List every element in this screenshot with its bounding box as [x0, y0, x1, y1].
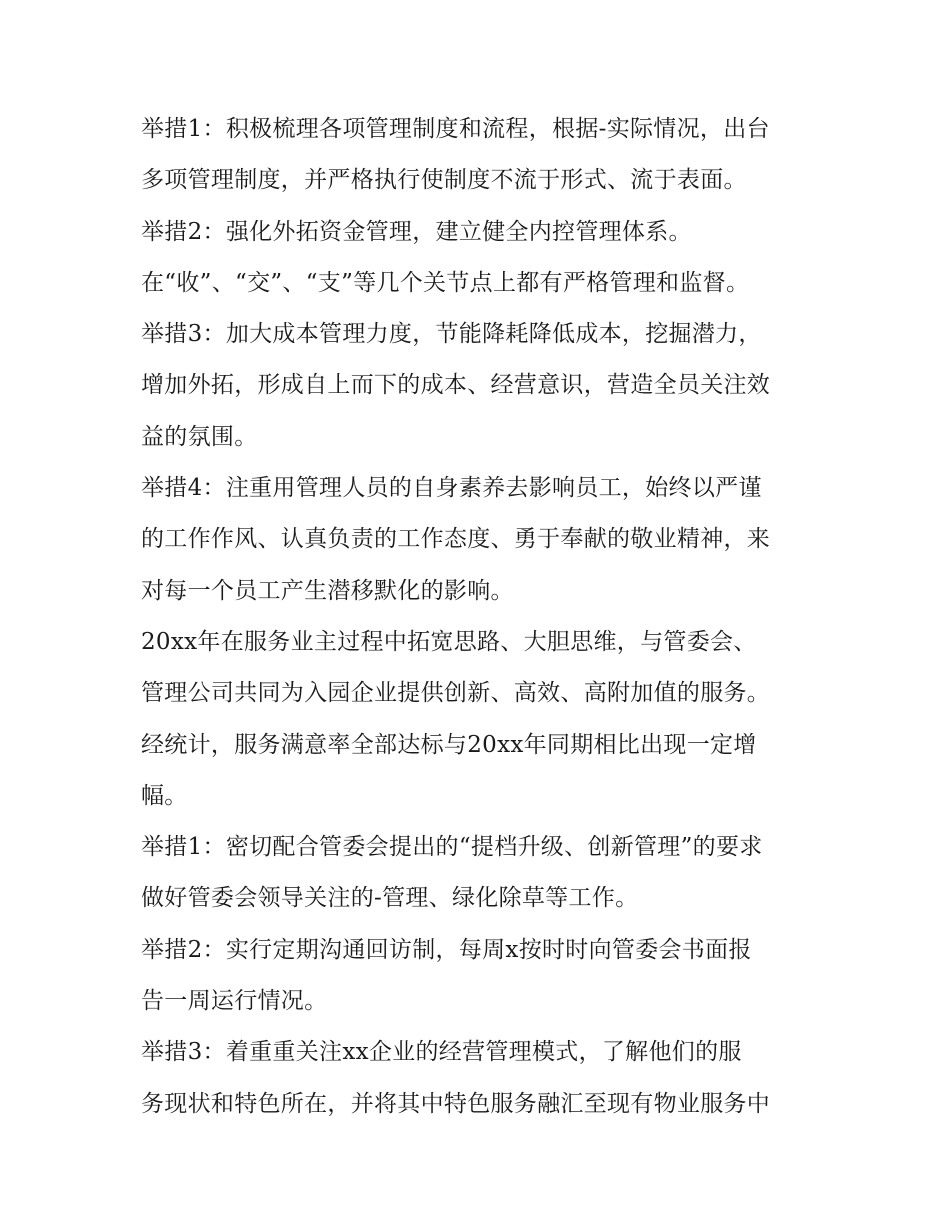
text-line: 增加外拓，形成自上而下的成本、经营意识，营造全员关注效 — [141, 372, 771, 399]
text-line: 做好管委会领导关注的-管理、绿化除草等工作。 — [141, 885, 639, 912]
text-line: 举措3：加大成本管理力度，节能降耗降低成本，挖掘潜力， — [141, 321, 762, 348]
text-line: 经统计，服务满意率全部达标与20xx年同期相比出现一定增 — [141, 731, 757, 758]
text-line: 举措1：积极梳理各项管理制度和流程，根据-实际情况，出台 — [141, 116, 770, 142]
text-line: 务现状和特色所在，并将其中特色服务融汇至现有物业服务中 — [141, 1090, 771, 1117]
text-line: 举措2：实行定期沟通回访制，每周x按时时向管委会书面报 — [141, 936, 752, 963]
text-line: 幅。 — [141, 782, 188, 809]
text-line: 益的氛围。 — [141, 423, 258, 450]
document-body — [141, 104, 821, 1130]
text-line: 举措4：注重用管理人员的自身素养去影响员工，始终以严谨 — [141, 475, 762, 502]
text-line: 举措3：着重重关注xx企业的经营管理模式，了解他们的服 — [141, 1039, 742, 1066]
text-line: 20xx年在服务业主过程中拓宽思路、大胆思维，与管委会、 — [141, 628, 757, 655]
text-line: 在“收”、“交”、“支”等几个关节点上都有严格管理和监督。 — [141, 269, 750, 296]
text-line: 的工作作风、认真负责的工作态度、勇于奉献的敬业精神，来 — [141, 526, 771, 553]
text-line: 举措1：密切配合管委会提出的“提档升级、创新管理”的要求 — [141, 834, 763, 861]
text-line: 举措2：强化外拓资金管理，建立健全内控管理体系。 — [141, 218, 692, 245]
text-line: 告一周运行情况。 — [141, 988, 328, 1015]
text-line: 管理公司共同为入园企业提供创新、高效、高附加值的服务。 — [141, 680, 771, 707]
text-line: 多项管理制度，并严格执行使制度不流于形式、流于表面。 — [141, 167, 747, 194]
text-line: 对每一个员工产生潜移默化的影响。 — [141, 577, 514, 604]
